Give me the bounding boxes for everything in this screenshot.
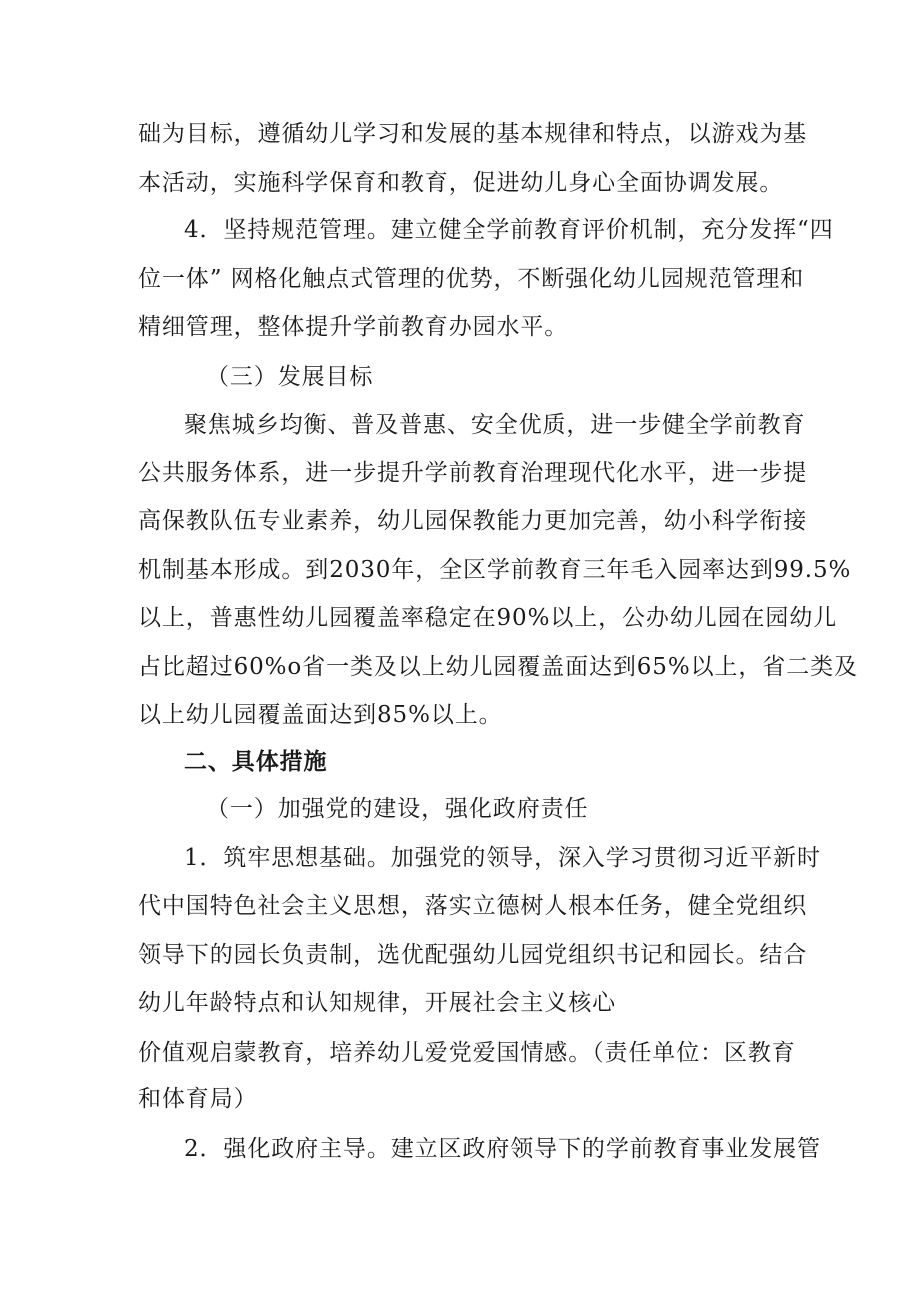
paragraph-line: 以上，普惠性幼儿园覆盖率稳定在90%以上，公办幼儿园在园幼儿 bbox=[138, 605, 838, 631]
subsection-heading-1: （一）加强党的建设，强化政府责任 bbox=[206, 796, 589, 822]
paragraph-line: 领导下的园长负责制，选优配强幼儿园党组织书记和园长。结合 bbox=[138, 942, 808, 968]
paragraph-line: 代中国特色社会主义思想，落实立德树人根本任务，健全党组织 bbox=[138, 893, 808, 919]
paragraph-line: 位一体” 网格化触点式管理的优势，不断强化幼儿园规范管理和 bbox=[138, 266, 805, 292]
list-item-2-title: 2．强化政府主导。建立区政府领导下的学前教育事业发展管 bbox=[184, 1136, 821, 1162]
paragraph-line: 机制基本形成。到2030年，全区学前教育三年毛入园率达到99.5% bbox=[138, 557, 852, 583]
paragraph-line: 以上幼儿园覆盖面达到85%以上。 bbox=[138, 702, 503, 728]
paragraph-line: 公共服务体系，进一步提升学前教育治理现代化水平，进一步提 bbox=[138, 460, 808, 486]
section-heading-3: （三）发展目标 bbox=[206, 364, 374, 390]
paragraph-line: 精细管理，整体提升学前教育办园水平。 bbox=[138, 314, 569, 340]
paragraph-line: 本活动，实施科学保育和教育，促进幼儿身心全面协调发展。 bbox=[138, 170, 784, 196]
paragraph-line: 价值观启蒙教育，培养幼儿爱党爱国情感。（责任单位：区教育 bbox=[138, 1040, 796, 1066]
section-heading-2: 二、具体措施 bbox=[184, 748, 328, 775]
list-item-1-title: 1．筑牢思想基础。加强党的领导，深入学习贯彻习近平新时 bbox=[184, 845, 821, 871]
paragraph-line: 幼儿年龄特点和认知规律，开展社会主义核心 bbox=[138, 990, 616, 1016]
paragraph-line: 占比超过60%o省一类及以上幼儿园覆盖面达到65%以上，省二类及 bbox=[138, 654, 858, 680]
paragraph-line: 和体育局） bbox=[138, 1086, 258, 1112]
paragraph-line: 础为目标，遵循幼儿学习和发展的基本规律和特点，以游戏为基 bbox=[138, 121, 808, 147]
paragraph-line: 高保教队伍专业素养，幼儿园保教能力更加完善，幼小科学衔接 bbox=[138, 508, 808, 534]
paragraph-line: 聚焦城乡均衡、普及普惠、安全优质，进一步健全学前教育 bbox=[184, 412, 806, 438]
list-item-4-title: 4．坚持规范管理。建立健全学前教育评价机制，充分发挥“四 bbox=[184, 217, 834, 243]
